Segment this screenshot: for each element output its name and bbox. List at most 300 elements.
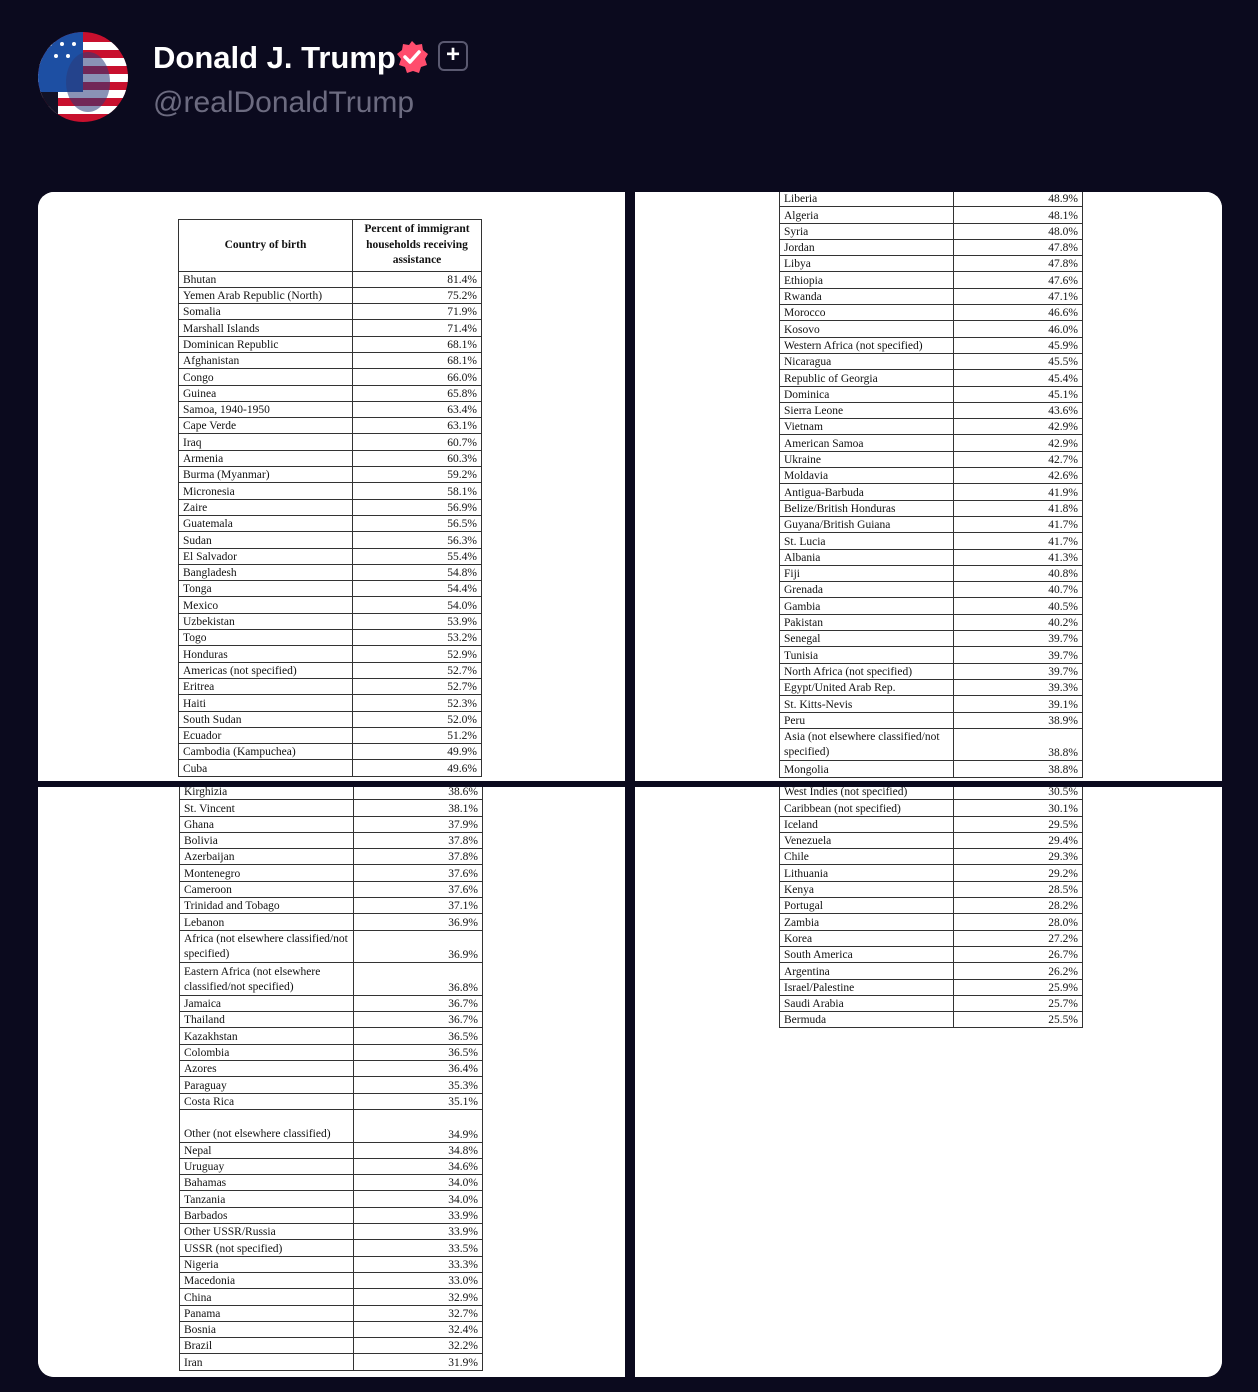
table-row: [780, 239, 1083, 255]
percent-cell: 43.6%: [954, 402, 1083, 418]
column-header-percent: Percent of immigrant households receiving assistance: [353, 220, 482, 272]
percent-cell: 36.5%: [354, 1044, 483, 1060]
table-row: [180, 1338, 483, 1354]
country-cell: West Indies (not specified): [780, 787, 954, 800]
percent-cell: 42.9%: [954, 435, 1083, 451]
table-row: [179, 727, 482, 743]
table-row: [780, 631, 1083, 647]
country-cell: USSR (not specified): [180, 1240, 354, 1256]
table-row: [179, 336, 482, 352]
table-row: [180, 787, 483, 800]
percent-cell: 68.1%: [353, 352, 482, 368]
country-cell: Nigeria: [180, 1256, 354, 1272]
percent-cell: 37.9%: [354, 816, 483, 832]
percent-cell: 32.7%: [354, 1305, 483, 1321]
table-row: [780, 816, 1083, 832]
display-name[interactable]: Donald J. Trump: [153, 40, 396, 75]
country-cell: Honduras: [179, 646, 353, 662]
table-row: [179, 548, 482, 564]
country-cell: Western Africa (not specified): [780, 337, 954, 353]
country-cell: Dominican Republic: [179, 336, 353, 352]
country-cell: Micronesia: [179, 483, 353, 499]
table-row: [780, 484, 1083, 500]
country-cell: Mexico: [179, 597, 353, 613]
table-row: [180, 930, 483, 963]
country-cell: Guyana/British Guiana: [780, 516, 954, 532]
country-cell: Cameroon: [180, 881, 354, 897]
country-cell: St. Kitts-Nevis: [780, 696, 954, 712]
table-row: [780, 979, 1083, 995]
country-cell: Cape Verde: [179, 418, 353, 434]
country-cell: Costa Rica: [180, 1093, 354, 1109]
country-cell: Syria: [780, 223, 954, 239]
country-cell: Fiji: [780, 565, 954, 581]
assistance-table-part-3: [179, 787, 483, 1371]
table-row: [179, 499, 482, 515]
country-cell: Montenegro: [180, 865, 354, 881]
percent-cell: 38.6%: [354, 787, 483, 800]
table-row: [179, 760, 482, 776]
country-cell: Panama: [180, 1305, 354, 1321]
percent-cell: 52.3%: [353, 695, 482, 711]
country-cell: Algeria: [780, 207, 954, 223]
table-row: [780, 696, 1083, 712]
percent-cell: 54.0%: [353, 597, 482, 613]
table-row: [179, 564, 482, 580]
percent-cell: 48.9%: [954, 192, 1083, 207]
percent-cell: 56.3%: [353, 532, 482, 548]
table-row: [180, 1077, 483, 1093]
country-cell: Bhutan: [179, 271, 353, 287]
percent-cell: 37.6%: [354, 881, 483, 897]
table-row: [780, 192, 1083, 207]
table-row: [780, 370, 1083, 386]
country-cell: Mongolia: [780, 761, 954, 777]
user-handle[interactable]: @realDonaldTrump: [153, 86, 415, 119]
percent-cell: 48.1%: [954, 207, 1083, 223]
country-cell: South Sudan: [179, 711, 353, 727]
percent-cell: 28.0%: [954, 914, 1083, 930]
percent-cell: 53.9%: [353, 613, 482, 629]
percent-cell: 47.8%: [954, 256, 1083, 272]
table-row: [179, 287, 482, 303]
table-row: [780, 1012, 1083, 1028]
percent-cell: 54.8%: [353, 564, 482, 580]
percent-cell: 37.1%: [354, 898, 483, 914]
percent-cell: 56.5%: [353, 515, 482, 531]
assistance-table-part-4: [779, 787, 1083, 1028]
table-row: [780, 386, 1083, 402]
table-row: [180, 1354, 483, 1370]
percent-cell: 33.0%: [354, 1272, 483, 1288]
country-cell: China: [180, 1289, 354, 1305]
percent-cell: 27.2%: [954, 930, 1083, 946]
table-row: [780, 565, 1083, 581]
table-row: [180, 898, 483, 914]
percent-cell: 81.4%: [353, 271, 482, 287]
percent-cell: 36.7%: [354, 995, 483, 1011]
percent-cell: 36.4%: [354, 1061, 483, 1077]
percent-cell: 33.5%: [354, 1240, 483, 1256]
table-row: [780, 647, 1083, 663]
table-row: [780, 761, 1083, 777]
country-cell: Nicaragua: [780, 353, 954, 369]
table-row: [780, 516, 1083, 532]
table-row: [780, 353, 1083, 369]
percent-cell: 42.9%: [954, 419, 1083, 435]
country-cell: St. Lucia: [780, 533, 954, 549]
table-row: [180, 881, 483, 897]
percent-cell: 36.9%: [354, 930, 483, 963]
table-row: [780, 832, 1083, 848]
percent-cell: 28.5%: [954, 881, 1083, 897]
country-cell: Jordan: [780, 239, 954, 255]
percent-cell: 52.7%: [353, 678, 482, 694]
table-row: [780, 865, 1083, 881]
percent-cell: 38.1%: [354, 800, 483, 816]
image-panel-top-right[interactable]: [635, 192, 1222, 781]
percent-cell: 26.7%: [954, 946, 1083, 962]
assistance-table-part-2: [779, 192, 1083, 778]
table-row: [780, 500, 1083, 516]
country-cell: Congo: [179, 369, 353, 385]
table-row: [780, 881, 1083, 897]
percent-cell: 40.5%: [954, 598, 1083, 614]
country-cell: Korea: [780, 930, 954, 946]
percent-cell: 41.8%: [954, 500, 1083, 516]
country-cell: Macedonia: [180, 1272, 354, 1288]
country-cell: Israel/Palestine: [780, 979, 954, 995]
table-row: [179, 320, 482, 336]
country-cell: Zaire: [179, 499, 353, 515]
percent-cell: 63.1%: [353, 418, 482, 434]
table-row: [179, 744, 482, 760]
percent-cell: 52.7%: [353, 662, 482, 678]
percent-cell: 29.4%: [954, 832, 1083, 848]
country-cell: Saudi Arabia: [780, 995, 954, 1011]
country-cell: Afghanistan: [179, 352, 353, 368]
percent-cell: 65.8%: [353, 385, 482, 401]
country-cell: Ukraine: [780, 451, 954, 467]
percent-cell: 29.3%: [954, 849, 1083, 865]
percent-cell: 40.8%: [954, 565, 1083, 581]
table-row: [780, 549, 1083, 565]
percent-cell: 33.9%: [354, 1224, 483, 1240]
table-row: [180, 1256, 483, 1272]
percent-cell: 39.7%: [954, 647, 1083, 663]
percent-cell: 39.1%: [954, 696, 1083, 712]
country-cell: Bosnia: [180, 1321, 354, 1337]
percent-cell: 31.9%: [354, 1354, 483, 1370]
country-cell: Thailand: [180, 1012, 354, 1028]
percent-cell: 49.9%: [353, 744, 482, 760]
table-row: [179, 271, 482, 287]
flag-portrait-avatar-icon: [38, 32, 128, 122]
table-row: [780, 435, 1083, 451]
percent-cell: 37.8%: [354, 832, 483, 848]
country-cell: Lebanon: [180, 914, 354, 930]
table-row: [179, 597, 482, 613]
table-row: [780, 272, 1083, 288]
country-cell: Marshall Islands: [179, 320, 353, 336]
table-row: [179, 304, 482, 320]
country-cell: Uruguay: [180, 1158, 354, 1174]
image-panel-bottom-left[interactable]: [38, 787, 625, 1377]
country-cell: Eritrea: [179, 678, 353, 694]
table-row: [180, 1305, 483, 1321]
country-cell: Pakistan: [780, 614, 954, 630]
table-row: [780, 930, 1083, 946]
percent-cell: 26.2%: [954, 963, 1083, 979]
country-cell: Rwanda: [780, 288, 954, 304]
table-row: [780, 787, 1083, 800]
table-row: [180, 1191, 483, 1207]
country-cell: South America: [780, 946, 954, 962]
table-row: [179, 385, 482, 401]
country-cell: Ecuador: [179, 727, 353, 743]
country-cell: Republic of Georgia: [780, 370, 954, 386]
country-cell: Other USSR/Russia: [180, 1224, 354, 1240]
country-cell: Haiti: [179, 695, 353, 711]
grid-divider-horizontal: [38, 781, 1222, 787]
percent-cell: 51.2%: [353, 727, 482, 743]
table-row: [179, 418, 482, 434]
country-cell: Kosovo: [780, 321, 954, 337]
country-cell: Cuba: [179, 760, 353, 776]
percent-cell: 56.9%: [353, 499, 482, 515]
table-row: [780, 451, 1083, 467]
country-cell: Sudan: [179, 532, 353, 548]
country-cell: Togo: [179, 630, 353, 646]
percent-cell: 55.4%: [353, 548, 482, 564]
plus-badge-button[interactable]: +: [438, 41, 468, 71]
percent-cell: 40.2%: [954, 614, 1083, 630]
table-row: [780, 712, 1083, 728]
percent-cell: 46.0%: [954, 321, 1083, 337]
country-cell: Guatemala: [179, 515, 353, 531]
percent-cell: 30.1%: [954, 800, 1083, 816]
percent-cell: 41.9%: [954, 484, 1083, 500]
country-cell: Paraguay: [180, 1077, 354, 1093]
table-row: [179, 532, 482, 548]
percent-cell: 58.1%: [353, 483, 482, 499]
country-cell: Tunisia: [780, 647, 954, 663]
percent-cell: 34.6%: [354, 1158, 483, 1174]
percent-cell: 34.0%: [354, 1175, 483, 1191]
country-cell: El Salvador: [179, 548, 353, 564]
country-cell: Bangladesh: [179, 564, 353, 580]
table-row: [180, 816, 483, 832]
percent-cell: 34.0%: [354, 1191, 483, 1207]
table-row: [179, 581, 482, 597]
percent-cell: 47.6%: [954, 272, 1083, 288]
table-row: [180, 1272, 483, 1288]
post-header: [38, 32, 738, 124]
country-cell: Gambia: [780, 598, 954, 614]
table-row: [780, 963, 1083, 979]
percent-cell: 39.3%: [954, 679, 1083, 695]
percent-cell: 35.1%: [354, 1093, 483, 1109]
country-cell: Eastern Africa (not elsewhere classified/not specified): [180, 963, 354, 996]
percent-cell: 68.1%: [353, 336, 482, 352]
country-cell: Dominica: [780, 386, 954, 402]
country-cell: Ghana: [180, 816, 354, 832]
country-cell: American Samoa: [780, 435, 954, 451]
column-header-country: Country of birth: [179, 220, 353, 272]
percent-cell: 52.9%: [353, 646, 482, 662]
table-row: [180, 849, 483, 865]
country-cell: Antigua-Barbuda: [780, 484, 954, 500]
country-cell: Somalia: [179, 304, 353, 320]
table-row: [780, 914, 1083, 930]
percent-cell: 37.8%: [354, 849, 483, 865]
country-cell: Cambodia (Kampuchea): [179, 744, 353, 760]
percent-cell: 34.9%: [354, 1109, 483, 1142]
table-row: [180, 1207, 483, 1223]
percent-cell: 71.4%: [353, 320, 482, 336]
table-row: [179, 515, 482, 531]
table-row: [179, 711, 482, 727]
post-image-grid[interactable]: [38, 192, 1222, 1377]
avatar[interactable]: [38, 32, 128, 122]
country-cell: Trinidad and Tobago: [180, 898, 354, 914]
table-row: [180, 1028, 483, 1044]
table-row: [180, 1093, 483, 1109]
table-row: [179, 434, 482, 450]
image-panel-top-left[interactable]: [38, 192, 625, 781]
percent-cell: 54.4%: [353, 581, 482, 597]
percent-cell: 53.2%: [353, 630, 482, 646]
country-cell: Colombia: [180, 1044, 354, 1060]
country-cell: Iran: [180, 1354, 354, 1370]
country-cell: Nepal: [180, 1142, 354, 1158]
table-row: [780, 256, 1083, 272]
country-cell: Iceland: [780, 816, 954, 832]
country-cell: Yemen Arab Republic (North): [179, 287, 353, 303]
country-cell: Caribbean (not specified): [780, 800, 954, 816]
table-row: [180, 1109, 483, 1142]
percent-cell: 59.2%: [353, 467, 482, 483]
country-cell: Barbados: [180, 1207, 354, 1223]
table-row: [180, 963, 483, 996]
country-cell: Chile: [780, 849, 954, 865]
percent-cell: 25.5%: [954, 1012, 1083, 1028]
percent-cell: 39.7%: [954, 631, 1083, 647]
table-row: [780, 582, 1083, 598]
country-cell: Jamaica: [180, 995, 354, 1011]
table-row: [179, 646, 482, 662]
country-cell: Libya: [780, 256, 954, 272]
percent-cell: 37.6%: [354, 865, 483, 881]
percent-cell: 36.7%: [354, 1012, 483, 1028]
table-row: [780, 533, 1083, 549]
country-cell: Moldavia: [780, 468, 954, 484]
table-row: [180, 1240, 483, 1256]
table-row: [179, 662, 482, 678]
table-row: [179, 352, 482, 368]
country-cell: Liberia: [780, 192, 954, 207]
table-row: [180, 832, 483, 848]
country-cell: North Africa (not specified): [780, 663, 954, 679]
country-cell: Belize/British Honduras: [780, 500, 954, 516]
percent-cell: 71.9%: [353, 304, 482, 320]
percent-cell: 75.2%: [353, 287, 482, 303]
table-row: [180, 1175, 483, 1191]
table-row: [179, 630, 482, 646]
table-row: [179, 678, 482, 694]
percent-cell: 60.7%: [353, 434, 482, 450]
percent-cell: 36.5%: [354, 1028, 483, 1044]
table-row: [180, 1289, 483, 1305]
table-row: [180, 1321, 483, 1337]
country-cell: Guinea: [179, 385, 353, 401]
percent-cell: 42.6%: [954, 468, 1083, 484]
table-row: [780, 598, 1083, 614]
table-row: [179, 369, 482, 385]
country-cell: Bolivia: [180, 832, 354, 848]
percent-cell: 52.0%: [353, 711, 482, 727]
table-row: [780, 800, 1083, 816]
country-cell: Zambia: [780, 914, 954, 930]
percent-cell: 45.4%: [954, 370, 1083, 386]
country-cell: Brazil: [180, 1338, 354, 1354]
table-row: [780, 321, 1083, 337]
percent-cell: 36.9%: [354, 914, 483, 930]
country-cell: Egypt/United Arab Rep.: [780, 679, 954, 695]
table-row: [179, 401, 482, 417]
percent-cell: 34.8%: [354, 1142, 483, 1158]
country-cell: Grenada: [780, 582, 954, 598]
percent-cell: 46.6%: [954, 305, 1083, 321]
percent-cell: 25.7%: [954, 995, 1083, 1011]
country-cell: Other (not elsewhere classified): [180, 1109, 354, 1142]
country-cell: Lithuania: [780, 865, 954, 881]
country-cell: Peru: [780, 712, 954, 728]
percent-cell: 32.2%: [354, 1338, 483, 1354]
table-row: [780, 337, 1083, 353]
country-cell: Ethiopia: [780, 272, 954, 288]
table-row: [180, 1158, 483, 1174]
image-panel-bottom-right[interactable]: [635, 787, 1222, 1377]
percent-cell: 30.5%: [954, 787, 1083, 800]
country-cell: Asia (not elsewhere classified/not specified): [780, 728, 954, 761]
country-cell: Tonga: [179, 581, 353, 597]
country-cell: Bermuda: [780, 1012, 954, 1028]
percent-cell: 47.8%: [954, 239, 1083, 255]
percent-cell: 32.4%: [354, 1321, 483, 1337]
percent-cell: 39.7%: [954, 663, 1083, 679]
percent-cell: 49.6%: [353, 760, 482, 776]
percent-cell: 35.3%: [354, 1077, 483, 1093]
country-cell: Albania: [780, 549, 954, 565]
table-row: [780, 849, 1083, 865]
table-row: [780, 898, 1083, 914]
table-row: [780, 679, 1083, 695]
percent-cell: 66.0%: [353, 369, 482, 385]
percent-cell: 33.3%: [354, 1256, 483, 1272]
percent-cell: 41.7%: [954, 516, 1083, 532]
table-row: [180, 1224, 483, 1240]
percent-cell: 38.8%: [954, 761, 1083, 777]
country-cell: Venezuela: [780, 832, 954, 848]
percent-cell: 33.9%: [354, 1207, 483, 1223]
country-cell: Africa (not elsewhere classified/not specified): [180, 930, 354, 963]
percent-cell: 25.9%: [954, 979, 1083, 995]
percent-cell: 38.9%: [954, 712, 1083, 728]
table-row: [780, 305, 1083, 321]
country-cell: Sierra Leone: [780, 402, 954, 418]
percent-cell: 45.1%: [954, 386, 1083, 402]
